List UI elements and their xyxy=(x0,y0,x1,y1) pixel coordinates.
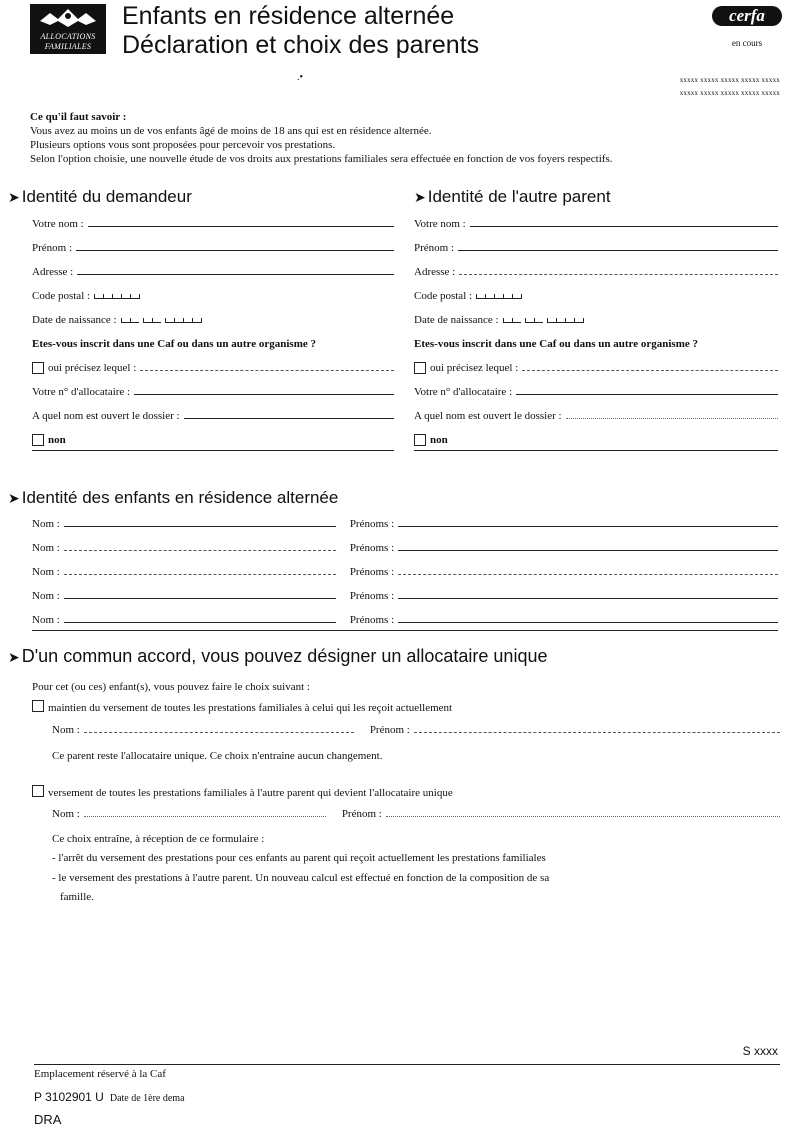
field-label: Nom : xyxy=(32,518,60,530)
option2-nom-input[interactable] xyxy=(84,815,326,817)
postal-code-boxes[interactable] xyxy=(476,294,522,299)
other-code-postal-field[interactable] xyxy=(414,284,778,302)
option2-name-row xyxy=(52,802,780,820)
divider xyxy=(32,630,778,631)
field-label: Nom : xyxy=(32,614,60,626)
checkbox-non[interactable] xyxy=(414,434,426,446)
footer-divider xyxy=(34,1064,780,1065)
other-nom-field[interactable] xyxy=(414,212,778,230)
field-label: Votre nom : xyxy=(414,218,466,230)
intro-line: Plusieurs options vous sont proposées pour percevoir vos prestations. xyxy=(30,139,336,151)
field-label: Prénom : xyxy=(341,808,382,820)
input-line[interactable] xyxy=(470,225,778,227)
field-label: Nom : xyxy=(32,566,60,578)
input-line[interactable] xyxy=(522,369,778,371)
child-prenoms-input[interactable] xyxy=(398,597,778,599)
form-code-line1: xxxxx xxxxx xxxxx xxxxx xxxxx xyxy=(679,76,780,84)
checkbox-non[interactable] xyxy=(32,434,44,446)
field-label: Prénoms : xyxy=(349,614,395,626)
p-code: P 3102901 U xyxy=(34,1090,104,1104)
applicant-form xyxy=(32,212,394,451)
option2-bullet: - le versement des prestations à l'autre parent. Un nouveau calcul est effectué en fonction de la composition de sa xyxy=(52,872,550,884)
applicant-date-naissance-field[interactable] xyxy=(32,308,394,326)
input-line[interactable] xyxy=(458,249,778,251)
input-line[interactable] xyxy=(77,273,394,275)
child-nom-input[interactable] xyxy=(64,525,336,527)
applicant-allocataire-field[interactable] xyxy=(32,380,394,398)
section-title: Identité du demandeur xyxy=(21,187,192,206)
option2-bullet-continued: famille. xyxy=(60,891,94,903)
option1-name-row xyxy=(52,718,780,736)
input-line[interactable] xyxy=(76,249,394,251)
field-label: oui précisez lequel : xyxy=(48,362,137,374)
option2-names xyxy=(52,802,780,820)
child-nom-input[interactable] xyxy=(64,621,336,623)
postal-code-boxes[interactable] xyxy=(94,294,140,299)
applicant-non-option[interactable] xyxy=(32,428,394,446)
field-label: Prénoms : xyxy=(349,590,395,602)
field-label: Nom : xyxy=(52,724,80,736)
checkbox-oui[interactable] xyxy=(32,362,44,374)
field-label: Code postal : xyxy=(414,290,473,302)
input-line[interactable] xyxy=(516,393,778,395)
child-row xyxy=(32,512,778,530)
input-line[interactable] xyxy=(140,369,394,371)
child-row xyxy=(32,536,778,554)
section-title: Identité de l'autre parent xyxy=(427,187,611,206)
field-label: A quel nom est ouvert le dossier : xyxy=(32,410,180,422)
field-label: Nom : xyxy=(32,542,60,554)
field-label: A quel nom est ouvert le dossier : xyxy=(414,410,562,422)
scan-mark: .• xyxy=(297,72,304,83)
field-label: non xyxy=(430,434,448,446)
intro-line: Vous avez au moins un de vos enfants âgé de moins de 18 ans qui est en résidence alternée. xyxy=(30,125,432,137)
arrow-right-icon: ➤ xyxy=(8,490,20,506)
arrow-right-icon: ➤ xyxy=(414,189,426,205)
option-versement[interactable] xyxy=(32,785,453,799)
date-label: Date de 1ère dema xyxy=(109,1093,185,1104)
children-table xyxy=(32,512,778,631)
option2-bullet: - l'arrêt du versement des prestations pour ces enfants au parent qui reçoit actuellement les prestations familiales xyxy=(52,852,546,864)
question-text: Etes-vous inscrit dans une Caf ou dans un autre organisme ? xyxy=(414,338,699,350)
field-label: Nom : xyxy=(52,808,80,820)
form-p-code xyxy=(34,1090,185,1104)
child-nom-input[interactable] xyxy=(64,549,336,551)
child-nom-input[interactable] xyxy=(64,573,336,575)
applicant-organisme-question xyxy=(32,332,394,350)
field-label: Votre n° d'allocataire : xyxy=(32,386,131,398)
checkbox-maintien[interactable] xyxy=(32,700,44,712)
section-heading-other-parent xyxy=(414,187,611,207)
other-dossier-field[interactable] xyxy=(414,404,778,422)
child-row xyxy=(32,584,778,602)
caf-logo xyxy=(30,4,106,54)
input-line[interactable] xyxy=(566,417,778,419)
section-title: Identité des enfants en résidence alternée xyxy=(21,488,339,507)
field-label: Votre nom : xyxy=(32,218,84,230)
section-heading-applicant xyxy=(8,187,192,207)
child-row xyxy=(32,608,778,626)
intro-heading: Ce qu'il faut savoir : xyxy=(30,111,127,123)
input-line[interactable] xyxy=(459,273,778,275)
field-label: Date de naissance : xyxy=(414,314,499,326)
other-oui-option[interactable] xyxy=(414,356,778,374)
section-title: D'un commun accord, vous pouvez désigner un allocataire unique xyxy=(21,646,548,666)
option1-note: Ce parent reste l'allocataire unique. Ce choix n'entraine aucun changement. xyxy=(52,750,383,762)
applicant-dossier-field[interactable] xyxy=(32,404,394,422)
child-prenoms-input[interactable] xyxy=(398,573,778,575)
section-heading-children xyxy=(8,488,338,508)
input-line[interactable] xyxy=(134,393,394,395)
option1-names xyxy=(52,718,780,736)
other-prenom-field[interactable] xyxy=(414,236,778,254)
field-label: Date de naissance : xyxy=(32,314,117,326)
other-date-naissance-field[interactable] xyxy=(414,308,778,326)
section-heading-choice xyxy=(8,646,547,667)
field-label: Prénoms : xyxy=(349,566,395,578)
field-label: oui précisez lequel : xyxy=(430,362,519,374)
option-label: maintien du versement de toutes les prestations familiales à celui qui les reçoit actuellement xyxy=(48,702,453,714)
dra-label: DRA xyxy=(34,1112,62,1127)
applicant-code-postal-field[interactable] xyxy=(32,284,394,302)
applicant-adresse-field[interactable] xyxy=(32,260,394,278)
input-line[interactable] xyxy=(88,225,394,227)
child-prenoms-input[interactable] xyxy=(398,525,778,527)
option2-prenom-input[interactable] xyxy=(386,815,780,817)
field-label: Prénom : xyxy=(369,724,410,736)
child-prenoms-input[interactable] xyxy=(398,621,778,623)
field-label: Prénom : xyxy=(32,242,73,254)
divider xyxy=(32,450,394,451)
option-label: versement de toutes les prestations familiales à l'autre parent qui devient l'allocataire unique xyxy=(48,787,453,799)
form-title-line1: Enfants en résidence alternée xyxy=(122,2,455,30)
child-nom-input[interactable] xyxy=(64,597,336,599)
other-allocataire-field[interactable] xyxy=(414,380,778,398)
option1-nom-input[interactable] xyxy=(84,731,354,733)
checkbox-oui[interactable] xyxy=(414,362,426,374)
logo-text: ALLOCATIONS FAMILIALES xyxy=(40,32,96,51)
intro-line: Selon l'option choisie, une nouvelle étude de vos droits aux prestations familiales sera effectuée en fonction de vos foyers respectifs. xyxy=(30,153,613,165)
input-line[interactable] xyxy=(184,417,394,419)
field-label: Adresse : xyxy=(414,266,456,278)
other-adresse-field[interactable] xyxy=(414,260,778,278)
arrow-right-icon: ➤ xyxy=(8,189,20,205)
date-boxes[interactable] xyxy=(503,318,584,323)
option1-prenom-input[interactable] xyxy=(414,731,780,733)
field-label: non xyxy=(48,434,66,446)
option-maintien[interactable] xyxy=(32,700,452,714)
other-organisme-question xyxy=(414,332,778,350)
applicant-prenom-field[interactable] xyxy=(32,236,394,254)
field-label: Prénom : xyxy=(414,242,455,254)
other-non-option[interactable] xyxy=(414,428,778,446)
field-label: Prénoms : xyxy=(349,542,395,554)
other-parent-form xyxy=(414,212,778,451)
form-title-line2: Déclaration et choix des parents xyxy=(122,31,480,59)
choice-lead: Pour cet (ou ces) enfant(s), vous pouvez faire le choix suivant : xyxy=(32,681,310,693)
field-label: Code postal : xyxy=(32,290,91,302)
family-emblem-icon xyxy=(38,7,98,29)
child-prenoms-input[interactable] xyxy=(398,549,778,551)
form-code-line2: xxxxx xxxxx xxxxx xxxxx xxxxx xyxy=(679,89,780,97)
caf-reserved-label: Emplacement réservé à la Caf xyxy=(34,1068,166,1080)
checkbox-versement[interactable] xyxy=(32,785,44,797)
cerfa-badge: cerfa xyxy=(712,6,782,26)
form-reference: S xxxx xyxy=(742,1044,778,1058)
field-label: Votre n° d'allocataire : xyxy=(414,386,513,398)
applicant-nom-field[interactable] xyxy=(32,212,394,230)
field-label: Prénoms : xyxy=(349,518,395,530)
date-boxes[interactable] xyxy=(121,318,202,323)
divider xyxy=(414,450,778,451)
field-label: Nom : xyxy=(32,590,60,602)
option2-note: Ce choix entraîne, à réception de ce formulaire : xyxy=(52,833,265,845)
field-label: Adresse : xyxy=(32,266,74,278)
cerfa-status: en cours xyxy=(731,38,763,48)
child-row xyxy=(32,560,778,578)
question-text: Etes-vous inscrit dans une Caf ou dans un autre organisme ? xyxy=(32,338,317,350)
applicant-oui-option[interactable] xyxy=(32,356,394,374)
arrow-right-icon: ➤ xyxy=(8,649,20,665)
